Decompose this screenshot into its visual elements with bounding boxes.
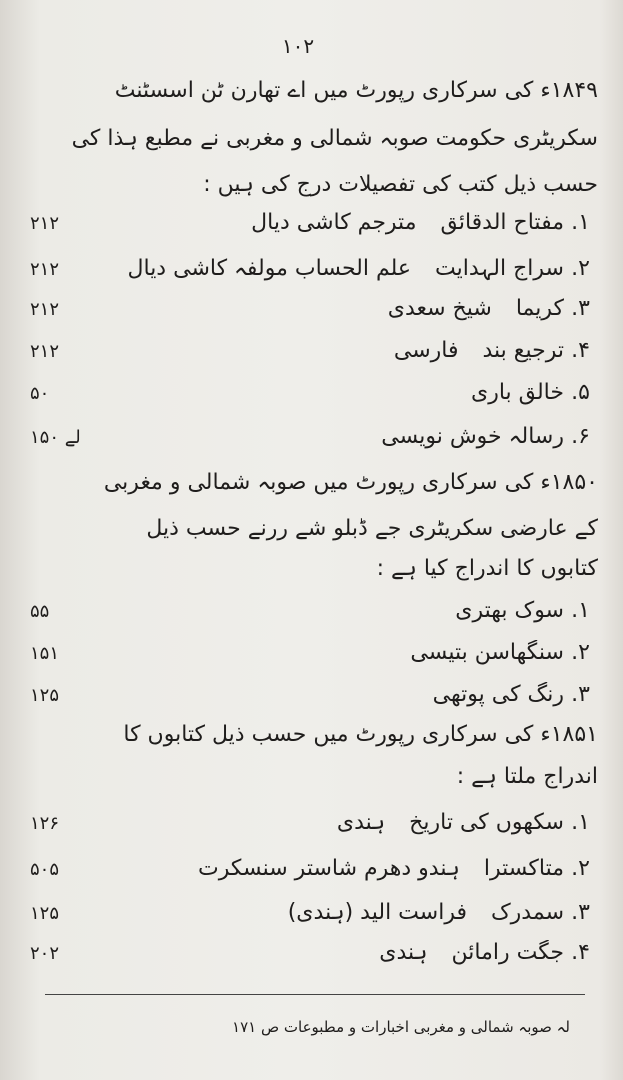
paragraph-1-line-3: حسب ذیل کتب کی تفصیلات درج کی ہیں : xyxy=(203,172,598,197)
item-value: ۱۲۵ xyxy=(30,685,60,706)
item-number: ۶. xyxy=(571,424,590,449)
item-number: ۴. xyxy=(571,940,590,965)
paragraph-1-line-1: ۱۸۴۹ء کی سرکاری رپورٹ میں اے تھارن ٹن اسسٹنٹ xyxy=(114,78,598,103)
item-title: جگت رامائن xyxy=(451,940,564,965)
page-number: ۱۰۲ xyxy=(281,34,315,58)
list-item xyxy=(30,338,590,363)
footnote: لہ صوبہ شمالی و مغربی اخبارات و مطبوعات ص ۱۷۱ xyxy=(232,1018,570,1036)
paragraph-2-line-1: ۱۸۵۰ء کی سرکاری رپورٹ میں صوبہ شمالی و مغربی xyxy=(103,470,598,495)
item-value: ۲۱۲ xyxy=(30,299,60,320)
item-title: مفتاح الدقائق xyxy=(440,210,564,235)
paragraph-2-line-2: کے عارضی سکریٹری جے ڈبلو شے ررنے حسب ذیل xyxy=(146,516,598,541)
item-title: سوک بھتری xyxy=(455,598,564,623)
list-item xyxy=(30,856,590,881)
footnote-divider xyxy=(45,994,585,995)
list-item xyxy=(30,424,590,449)
item-number: ۳. xyxy=(571,682,590,707)
item-title: سکھوں کی تاریخ xyxy=(409,810,564,835)
list-item xyxy=(30,900,590,925)
item-detail: ہندی xyxy=(336,810,386,835)
item-detail: فراست الید (ہندی) xyxy=(287,900,467,925)
item-detail: فارسی xyxy=(393,338,459,363)
item-value: ۱۵۰ لے xyxy=(30,427,81,448)
item-title: رنگ کی پوتھی xyxy=(432,682,564,707)
item-title: سمدرک xyxy=(490,900,564,925)
item-value: ۲۰۲ xyxy=(30,943,60,964)
list-item xyxy=(30,810,590,835)
item-number: ۱. xyxy=(571,598,590,623)
paragraph-2-line-3: کتابوں کا اندراج کیا ہے : xyxy=(376,556,598,581)
list-item xyxy=(30,940,590,965)
item-value: ۱۵۱ xyxy=(30,643,60,664)
item-number: ۲. xyxy=(571,640,590,665)
item-value: ۲۱۲ xyxy=(30,341,60,362)
item-detail: ہندی xyxy=(379,940,428,965)
item-value: ۵۰ xyxy=(30,383,50,404)
item-number: ۱. xyxy=(571,210,590,235)
item-title: کریما xyxy=(515,296,564,321)
item-number: ۲. xyxy=(571,856,590,881)
item-title: متاکسترا xyxy=(483,856,564,881)
item-number: ۵. xyxy=(571,380,590,405)
item-value: ۵۰۵ xyxy=(30,859,60,880)
item-number: ۳. xyxy=(571,296,590,321)
paragraph-1-line-2: سکریٹری حکومت صوبہ شمالی و مغربی نے مطبع ہذا کی xyxy=(71,126,598,151)
item-title: خالق باری xyxy=(470,380,564,405)
item-number: ۱. xyxy=(571,810,590,835)
list-item xyxy=(30,682,590,707)
item-detail: مترجم کاشی دیال xyxy=(251,210,417,235)
item-value: ۲۱۲ xyxy=(30,213,60,234)
list-item xyxy=(30,640,590,665)
item-title: رسالہ خوش نویسی xyxy=(381,424,564,449)
item-title: سراج الہدایت xyxy=(435,256,564,281)
item-detail: ہندو دھرم شاستر سنسکرت xyxy=(197,856,460,881)
list-item xyxy=(30,210,590,235)
list-item xyxy=(30,598,590,623)
item-value: ۵۵ xyxy=(30,601,50,622)
item-title: سنگھاسن بتیسی xyxy=(410,640,564,665)
item-value: ۱۲۶ xyxy=(30,813,60,834)
list-item xyxy=(30,296,590,321)
item-title: ترجیع بند xyxy=(482,338,564,363)
paragraph-3-line-2: اندراج ملتا ہے : xyxy=(456,764,598,789)
list-item xyxy=(30,380,590,405)
item-value: ۲۱۲ xyxy=(30,259,60,280)
list-item xyxy=(30,256,590,281)
item-detail: شیخ سعدی xyxy=(387,296,492,321)
item-value: ۱۲۵ xyxy=(30,903,60,924)
item-detail: علم الحساب مولفہ کاشی دیال xyxy=(127,256,412,281)
item-number: ۲. xyxy=(571,256,590,281)
item-number: ۳. xyxy=(571,900,590,925)
item-number: ۴. xyxy=(571,338,590,363)
paragraph-3-line-1: ۱۸۵۱ء کی سرکاری رپورٹ میں حسب ذیل کتابوں کا xyxy=(123,722,598,747)
